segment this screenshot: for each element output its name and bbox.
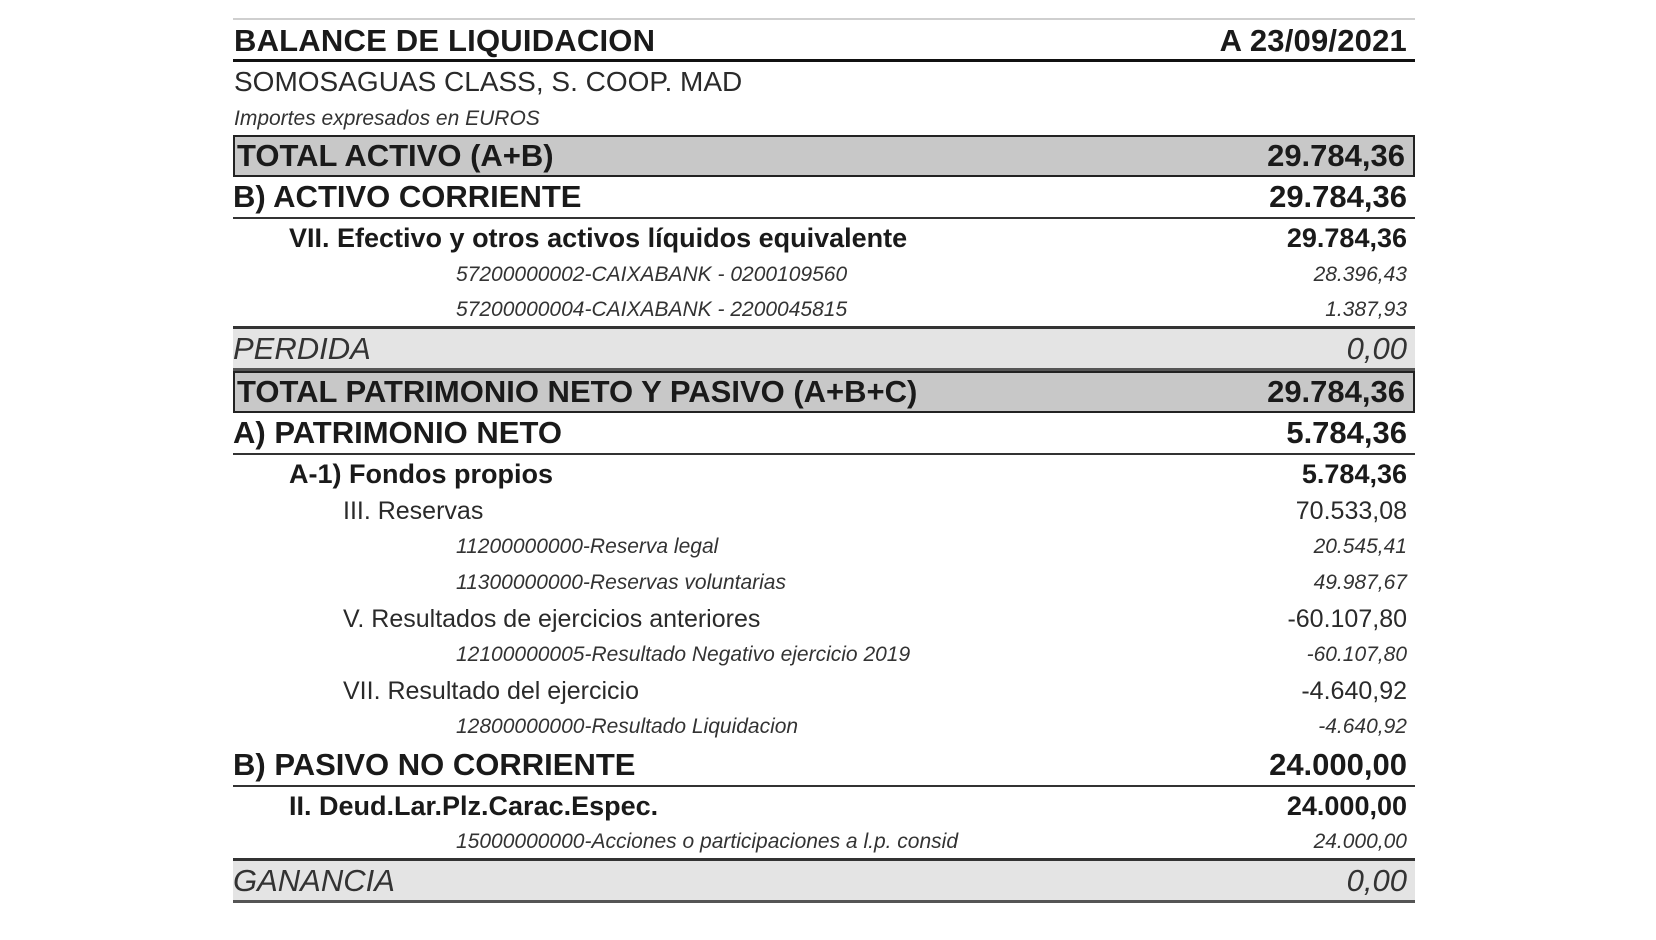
fondos-propios-value: 5.784,36 <box>1301 458 1407 489</box>
ganancia-label: GANANCIA <box>233 862 395 898</box>
account-label: 11200000000-Reserva legal <box>456 534 719 558</box>
total-pasivo-value: 29.784,36 <box>1267 374 1405 409</box>
perdida-label: PERDIDA <box>233 330 371 366</box>
balance-sheet <box>233 18 1415 903</box>
activo-corriente-row <box>233 177 1415 219</box>
account-label: 57200000004-CAIXABANK - 2200045815 <box>456 297 848 321</box>
resultado-ejercicio-label: VII. Resultado del ejercicio <box>343 676 639 705</box>
account-row <box>233 709 1415 745</box>
report-title: BALANCE DE LIQUIDACION <box>234 23 656 58</box>
currency-note: Importes expresados en EUROS <box>234 107 540 130</box>
total-activo-label: TOTAL ACTIVO (A+B) <box>237 138 554 173</box>
account-label: 57200000002-CAIXABANK - 0200109560 <box>456 262 848 286</box>
pasivo-no-corriente-label: B) PASIVO NO CORRIENTE <box>233 747 636 782</box>
resultado-ejercicio-value: -4.640,92 <box>1301 676 1407 705</box>
efectivo-row <box>233 219 1415 257</box>
perdida-row <box>233 329 1415 371</box>
account-row <box>233 293 1415 329</box>
fondos-propios-label: A-1) Fondos propios <box>289 458 553 489</box>
report-date: A 23/09/2021 <box>1219 23 1407 58</box>
deudas-lp-row <box>233 787 1415 825</box>
account-row <box>233 529 1415 565</box>
total-activo-row <box>233 135 1415 177</box>
activo-corriente-label: B) ACTIVO CORRIENTE <box>233 179 582 214</box>
resultados-anteriores-value: -60.107,80 <box>1287 604 1407 633</box>
pasivo-no-corriente-row <box>233 745 1415 787</box>
account-label: 11300000000-Reservas voluntarias <box>456 570 786 594</box>
efectivo-value: 29.784,36 <box>1286 222 1407 253</box>
deudas-lp-value: 24.000,00 <box>1286 790 1407 821</box>
resultados-anteriores-row <box>233 601 1415 637</box>
account-value: -60.107,80 <box>1306 642 1407 666</box>
account-row <box>233 257 1415 293</box>
activo-corriente-value: 29.784,36 <box>1269 179 1407 214</box>
account-row <box>233 637 1415 673</box>
patrimonio-neto-label: A) PATRIMONIO NETO <box>233 415 562 450</box>
account-value: 28.396,43 <box>1313 262 1407 286</box>
company-name: SOMOSAGUAS CLASS, S. COOP. MAD <box>234 66 743 97</box>
account-value: 24.000,00 <box>1313 829 1407 853</box>
resultados-anteriores-label: V. Resultados de ejercicios anteriores <box>343 604 761 633</box>
account-value: -4.640,92 <box>1318 714 1407 738</box>
pasivo-no-corriente-value: 24.000,00 <box>1269 747 1407 782</box>
perdida-value: 0,00 <box>1346 330 1407 366</box>
total-pasivo-label: TOTAL PATRIMONIO NETO Y PASIVO (A+B+C) <box>237 374 918 409</box>
account-label: 15000000000-Acciones o participaciones a l.p. consid <box>456 829 959 853</box>
reservas-label: III. Reservas <box>343 496 484 525</box>
ganancia-row <box>233 861 1415 903</box>
account-row <box>233 565 1415 601</box>
account-value: 20.545,41 <box>1313 534 1407 558</box>
ganancia-value: 0,00 <box>1346 862 1407 898</box>
account-label: 12100000005-Resultado Negativo ejercicio 2019 <box>456 642 911 666</box>
reservas-row <box>233 493 1415 529</box>
account-label: 12800000000-Resultado Liquidacion <box>456 714 799 738</box>
total-activo-value: 29.784,36 <box>1267 138 1405 173</box>
resultado-ejercicio-row <box>233 673 1415 709</box>
account-row <box>233 825 1415 861</box>
deudas-lp-label: II. Deud.Lar.Plz.Carac.Espec. <box>289 790 659 821</box>
efectivo-label: VII. Efectivo y otros activos líquidos equivalente <box>289 222 908 253</box>
patrimonio-neto-row <box>233 413 1415 455</box>
report-header <box>233 20 1415 62</box>
fondos-propios-row <box>233 455 1415 493</box>
patrimonio-neto-value: 5.784,36 <box>1286 415 1407 450</box>
account-value: 49.987,67 <box>1313 570 1407 594</box>
reservas-value: 70.533,08 <box>1295 496 1407 525</box>
total-pasivo-row <box>233 371 1415 413</box>
account-value: 1.387,93 <box>1325 297 1407 321</box>
